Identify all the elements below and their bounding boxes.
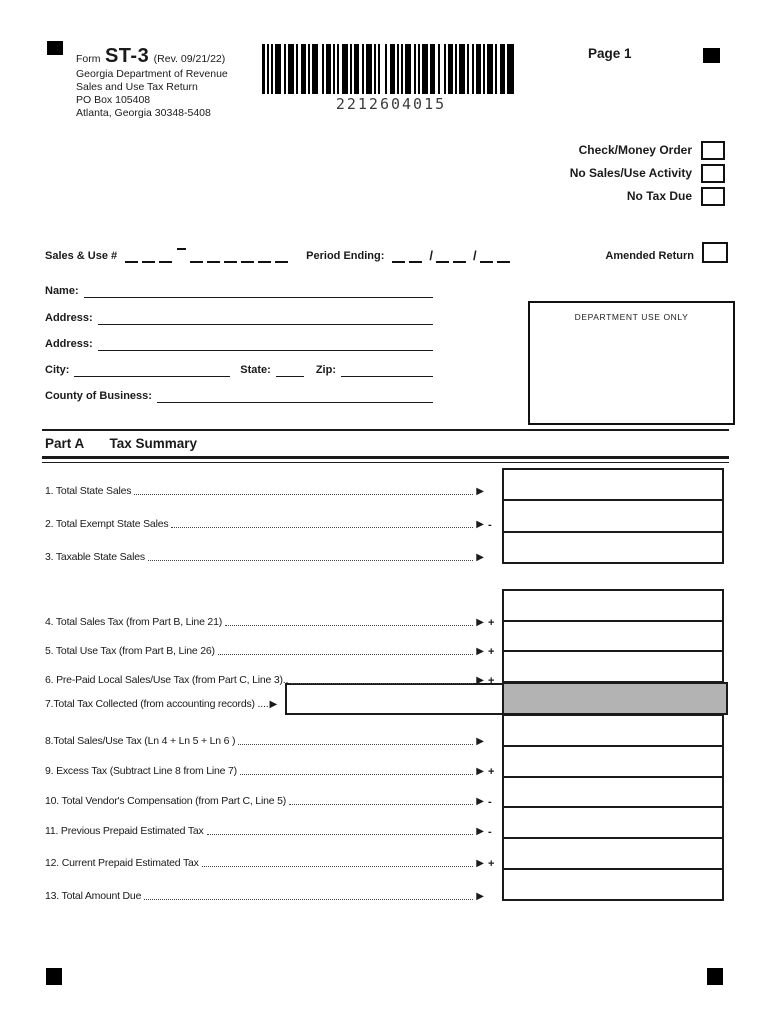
name-input-line[interactable]: [84, 285, 433, 298]
no-tax-due-checkbox[interactable]: [701, 187, 725, 206]
arrow-icon: ▶: [476, 736, 484, 747]
arrow-icon: ▶: [476, 675, 484, 686]
tax-line: [45, 517, 500, 531]
period-day-blank[interactable]: [453, 248, 466, 263]
entry-box-line-7[interactable]: [285, 683, 504, 715]
zip-label: Zip:: [315, 364, 336, 376]
period-year-blank[interactable]: [480, 248, 493, 263]
entry-box-line-6[interactable]: [504, 650, 722, 681]
sales-use-number-label: Sales & Use #: [45, 250, 118, 262]
part-a-title: Tax Summary: [109, 436, 198, 451]
dotted-leader: [218, 654, 473, 655]
address1-input-line[interactable]: [98, 312, 433, 325]
sales-use-digit-blank[interactable]: [258, 248, 271, 263]
dotted-leader: [289, 804, 473, 805]
page-number-label: Page 1: [588, 46, 632, 61]
form-title-line: [76, 45, 276, 68]
tax-line-label: 7.Total Tax Collected (from accounting records) ....: [45, 698, 269, 710]
tax-line: [45, 673, 500, 687]
amended-return-checkbox[interactable]: [702, 242, 728, 263]
arrow-icon: ▶: [476, 826, 484, 837]
section-rule-top: [42, 429, 729, 431]
section-rule-bottom-thin: [42, 462, 729, 463]
tax-line-label: 11. Previous Prepaid Estimated Tax: [45, 825, 204, 837]
entry-box-line-3[interactable]: [504, 531, 722, 562]
entry-box-line-1[interactable]: [504, 470, 722, 499]
tax-line: [45, 734, 500, 748]
tax-line: [45, 794, 500, 808]
tax-line-label: 5. Total Use Tax (from Part B, Line 26): [45, 645, 215, 657]
sales-use-digit-blank[interactable]: [207, 248, 220, 263]
no-tax-due-label: No Tax Due: [626, 189, 692, 203]
sales-use-digit-blank[interactable]: [241, 248, 254, 263]
period-year-blank[interactable]: [497, 248, 510, 263]
city-input-line[interactable]: [74, 364, 230, 377]
sales-use-digit-blank[interactable]: [190, 248, 203, 263]
arrow-icon: ▶: [476, 552, 484, 563]
check-money-order-checkbox[interactable]: [701, 141, 725, 160]
arrow-icon: ▶: [476, 858, 484, 869]
entry-box-line-9[interactable]: [504, 745, 722, 776]
sales-use-digit-blank[interactable]: [125, 248, 138, 263]
tax-line: [45, 824, 500, 838]
tax-line-label: 3. Taxable State Sales: [45, 551, 145, 563]
entry-box-line-10[interactable]: [504, 776, 722, 807]
period-month-blank[interactable]: [392, 248, 405, 263]
dotted-leader: [291, 683, 473, 684]
checkbox-row-no-sales-use-activity: [400, 164, 725, 182]
address2-label: Address:: [45, 338, 93, 350]
name-label: Name:: [45, 285, 79, 297]
tax-line-label: 12. Current Prepaid Estimated Tax: [45, 857, 199, 869]
checkbox-row-no-tax-due: [400, 187, 725, 205]
tax-line: [45, 484, 500, 498]
sales-use-digit-blank[interactable]: [142, 248, 155, 263]
city-state-zip-row: [45, 362, 433, 377]
form-subtitle: Sales and Use Tax Return: [76, 81, 198, 93]
entry-box-line-2[interactable]: [504, 499, 722, 530]
barcode-number: 2212604015: [335, 95, 447, 113]
arrow-icon: ▶: [476, 891, 484, 902]
arrow-icon: ▶: [476, 486, 484, 497]
date-separator: /: [429, 248, 434, 263]
form-revision: (Rev. 09/21/22): [153, 53, 226, 65]
tax-line-label: 2. Total Exempt State Sales: [45, 518, 169, 530]
zip-input-line[interactable]: [341, 364, 433, 377]
tax-line: [45, 856, 500, 870]
dotted-leader: [144, 899, 473, 900]
registration-mark-top-left: [47, 41, 63, 55]
form-number: ST-3: [104, 45, 150, 67]
state-label: State:: [240, 364, 271, 376]
tax-line: [45, 615, 500, 629]
arrow-icon: ▶: [476, 796, 484, 807]
county-of-business-label: County of Business:: [45, 390, 152, 402]
no-sales-use-activity-label: No Sales/Use Activity: [569, 166, 692, 180]
amended-return-label: Amended Return: [605, 250, 694, 262]
tax-line: [45, 644, 500, 658]
operator-sign: +: [488, 766, 495, 778]
section-rule-bottom-thick: [42, 456, 729, 459]
dotted-leader: [240, 774, 473, 775]
city-label: City:: [45, 364, 70, 376]
operator-sign: +: [488, 675, 495, 687]
address2-input-line[interactable]: [98, 338, 433, 351]
part-a-label: Part A: [45, 436, 84, 451]
po-box-line: PO Box 105408: [76, 94, 151, 106]
sales-use-number-dash: [177, 248, 186, 263]
tax-line: [45, 889, 500, 903]
account-id-row: [45, 243, 728, 263]
dotted-leader: [202, 866, 474, 867]
period-day-blank[interactable]: [436, 248, 449, 263]
address2-row: [45, 336, 433, 351]
form-word: Form: [76, 53, 101, 65]
part-a-heading: [45, 436, 197, 451]
tax-line-label: 10. Total Vendor's Compensation (from Part C, Line 5): [45, 795, 287, 807]
city-state-zip-line: Atlanta, Georgia 30348-5408: [76, 107, 211, 119]
barcode-bars: [262, 44, 514, 94]
date-separator: /: [473, 248, 477, 263]
dotted-leader: [134, 494, 473, 495]
department-use-only-label: DEPARTMENT USE ONLY: [574, 312, 689, 322]
registration-mark-bottom-left: [46, 968, 62, 985]
address1-row: [45, 310, 433, 325]
tax-line-label: 9. Excess Tax (Subtract Line 8 from Line 7): [45, 765, 237, 777]
tax-line: [45, 764, 500, 778]
entry-box-line-4[interactable]: [504, 591, 722, 620]
entry-box-line-12[interactable]: [504, 837, 722, 868]
registration-mark-top-right: [703, 48, 720, 63]
period-ending-label: Period Ending:: [306, 250, 385, 262]
tax-line-label: 13. Total Amount Due: [45, 890, 142, 902]
dotted-leader: [207, 834, 474, 835]
sales-use-digit-blank[interactable]: [159, 248, 172, 263]
entry-box-line-11[interactable]: [504, 806, 722, 837]
tax-line-label: 1. Total State Sales: [45, 485, 132, 497]
dotted-leader: [225, 625, 473, 626]
entry-box-line-8[interactable]: [504, 716, 722, 745]
operator-sign: +: [488, 646, 495, 658]
arrow-icon: ▶: [269, 699, 278, 710]
sales-use-digit-blank[interactable]: [275, 248, 288, 263]
county-input-line[interactable]: [157, 390, 433, 403]
entry-box-line-13[interactable]: [504, 868, 722, 899]
arrow-icon: ▶: [476, 519, 484, 530]
entry-box-group-lines-1-3: [502, 468, 724, 564]
tax-line-label: 4. Total Sales Tax (from Part B, Line 21): [45, 616, 223, 628]
state-input-line[interactable]: [276, 364, 304, 377]
registration-mark-bottom-right: [707, 968, 723, 985]
operator-sign: -: [488, 826, 492, 838]
entry-box-group-lines-4-6: [502, 589, 724, 683]
operator-sign: +: [488, 858, 495, 870]
dotted-leader: [148, 560, 473, 561]
period-month-blank[interactable]: [409, 248, 422, 263]
sales-use-digit-blank[interactable]: [224, 248, 237, 263]
no-sales-use-activity-checkbox[interactable]: [701, 164, 725, 183]
dotted-leader: [171, 527, 473, 528]
entry-box-group-lines-8-13: [502, 714, 724, 901]
department-use-only-box: [528, 301, 735, 425]
county-row: [45, 388, 433, 403]
tax-line: [45, 697, 287, 711]
address1-label: Address:: [45, 312, 93, 324]
tax-line-label: 6. Pre-Paid Local Sales/Use Tax (from Part C, Line 3)..: [45, 674, 289, 686]
operator-sign: -: [488, 796, 492, 808]
operator-sign: +: [488, 617, 495, 629]
line7-shaded-box: [502, 682, 728, 715]
entry-box-line-5[interactable]: [504, 620, 722, 651]
arrow-icon: ▶: [476, 646, 484, 657]
dotted-leader: [238, 744, 473, 745]
agency-name: Georgia Department of Revenue: [76, 68, 228, 80]
arrow-icon: ▶: [476, 766, 484, 777]
tax-line-label: 8.Total Sales/Use Tax (Ln 4 + Ln 5 + Ln 6 ): [45, 735, 236, 747]
check-money-order-label: Check/Money Order: [578, 143, 692, 157]
name-row: [45, 283, 433, 298]
arrow-icon: ▶: [476, 617, 484, 628]
tax-line: [45, 550, 500, 564]
operator-sign: -: [488, 519, 492, 531]
form-header: [76, 45, 276, 120]
checkbox-row-check-money-order: [400, 141, 725, 159]
